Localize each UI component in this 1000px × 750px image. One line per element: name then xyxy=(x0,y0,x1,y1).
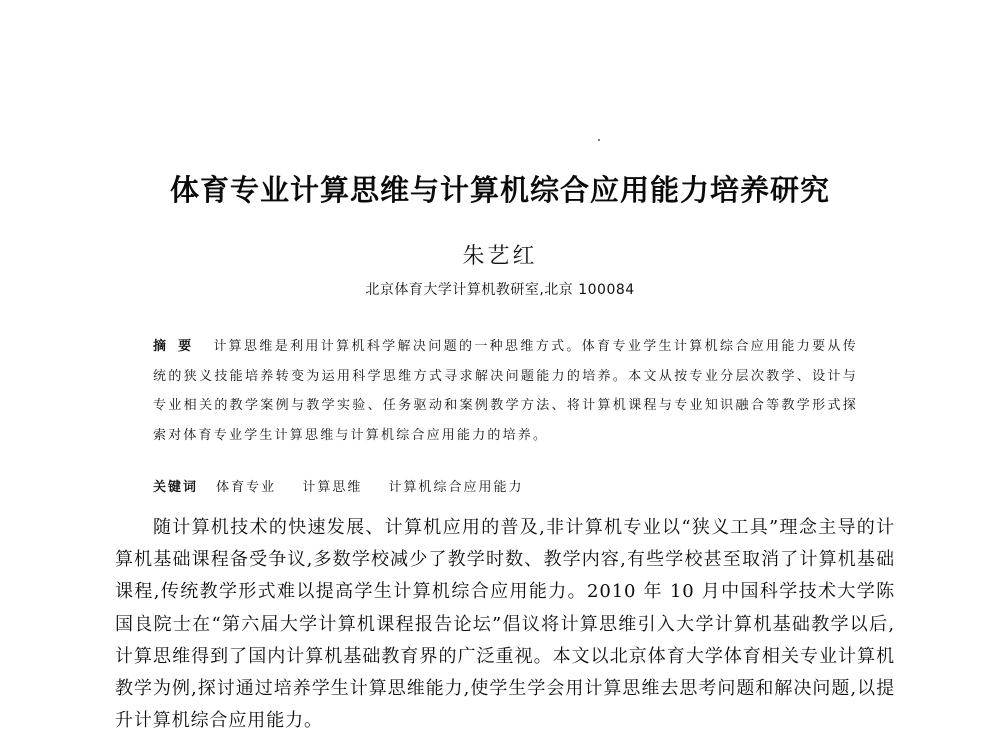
scan-speck xyxy=(598,139,600,141)
abstract-text: 计算思维是利用计算机科学解决问题的一种思维方式。体育专业学生计算机综合应用能力要从传统的狭义技能培养转变为运用科学思维方式寻求解决问题能力的培养。本文从按专业分层次教学、设计与专业相关的教学案例与教学实验、任务驱动和案例教学方法、将计算机课程与专业知识融合等教学形式探索对体育专业学生计算思维与计算机综合应用能力的培养。 xyxy=(153,339,858,443)
keyword-item: 体育专业 xyxy=(216,480,277,495)
keywords-label: 关键词 xyxy=(153,480,199,495)
abstract-label: 摘要 xyxy=(153,339,204,354)
keyword-item: 计算机综合应用能力 xyxy=(388,480,524,495)
keyword-item: 计算思维 xyxy=(302,480,363,495)
abstract xyxy=(153,332,858,450)
author-affiliation: 北京体育大学计算机教研室,北京 100084 xyxy=(365,282,635,298)
body-paragraph: 随计算机技术的快速发展、计算机应用的普及,非计算机专业以“狭义工具”理念主导的计算机基础课程备受争议,多数学校减少了教学时数、教学内容,有些学校甚至取消了计算机基础课程,传统教学形式难以提高学生计算机综合应用能力。2010 年 10 月中国科学技术大学陈国良院士在“第六届大学计算机课程报告论坛”倡议将计算思维引入大学计算机基础教学以后,计算思维得到了国内计算机基础教育界的广泛重视。本文以北京体育大学体育相关专业计算机教学为例,探讨通过培养学生计算思维能力,使学生学会用计算思维去思考问题和解决问题,以提升计算机综合应用能力。 xyxy=(115,517,895,732)
keywords xyxy=(153,478,858,498)
author-name: 朱艺红 xyxy=(462,244,538,269)
paper-title: 体育专业计算思维与计算机综合应用能力培养研究 xyxy=(169,173,830,207)
